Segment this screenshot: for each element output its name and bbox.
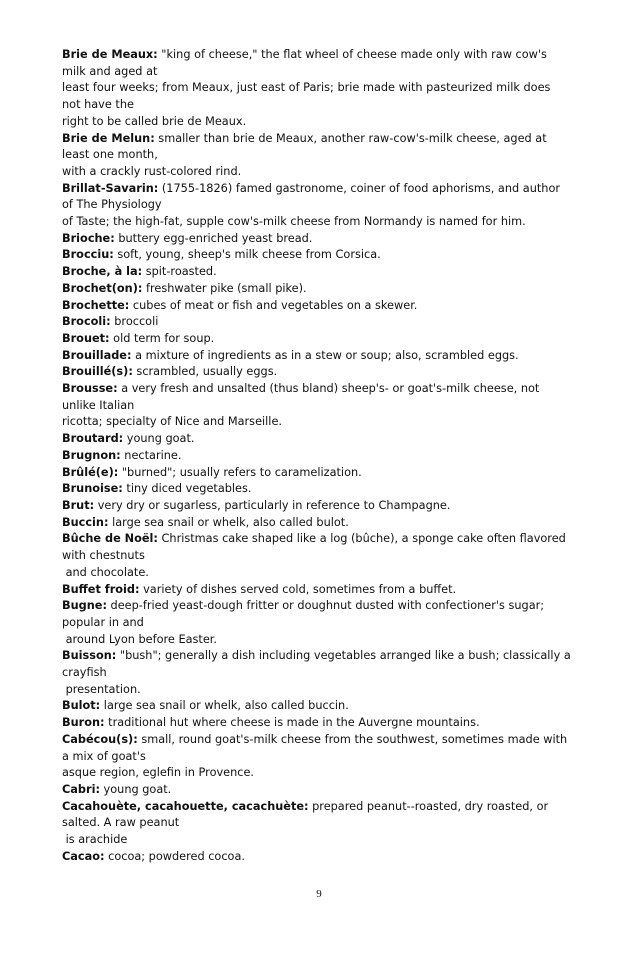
entry-definition: presentation. [62, 682, 141, 696]
glossary-entry [62, 314, 572, 331]
entry-line [62, 381, 572, 414]
entry-term: Brochette: [62, 298, 130, 312]
glossary-entry [62, 598, 572, 648]
glossary-entries [62, 47, 575, 865]
glossary-entry [62, 465, 572, 482]
glossary-entry [62, 782, 572, 799]
entry-definition: a very fresh and unsalted (thus bland) sheep's- or goat's-milk cheese, not unlike Italian [62, 382, 543, 412]
glossary-entry [62, 131, 572, 181]
glossary-entry [62, 799, 572, 849]
entry-term: Brousse: [62, 382, 118, 396]
entry-term: Brocoli: [62, 315, 111, 329]
glossary-entry [62, 715, 572, 732]
entry-term: Brouillade: [62, 348, 132, 362]
entry-term: Brugnon: [62, 448, 121, 462]
glossary-entry [62, 247, 572, 264]
glossary-entry [62, 381, 572, 431]
entry-term: Buisson: [62, 649, 117, 663]
entry-line [62, 515, 572, 532]
entry-definition: nectarine. [120, 448, 182, 462]
entry-term: Broutard: [62, 432, 124, 446]
entry-line [62, 849, 572, 866]
glossary-entry [62, 431, 572, 448]
entry-definition: deep-fried yeast-dough fritter or doughnut dusted with confectioner's sugar; popular in and [62, 599, 548, 629]
entry-term: Buccin: [62, 515, 109, 529]
entry-line [62, 298, 572, 315]
entry-line [62, 348, 572, 365]
entry-line [62, 782, 572, 799]
entry-term: Bûche de Noël: [62, 532, 158, 546]
entry-line [62, 765, 572, 782]
entry-line [62, 181, 572, 214]
glossary-entry [62, 298, 572, 315]
entry-definition: and chocolate. [62, 565, 149, 579]
glossary-entry [62, 281, 572, 298]
entry-definition: "king of cheese," the flat wheel of cheese made only with raw cow's milk and aged at [62, 48, 551, 78]
glossary-entry [62, 849, 572, 866]
entry-term: Brouillé(s): [62, 365, 133, 379]
entry-term: Brioche: [62, 231, 115, 245]
entry-line [62, 715, 572, 732]
entry-line [62, 431, 572, 448]
entry-definition: traditional hut where cheese is made in the Auvergne mountains. [104, 716, 480, 730]
entry-term: Cabécou(s): [62, 732, 138, 746]
entry-definition: of Taste; the high-fat, supple cow's-milk cheese from Normandy is named for him. [62, 215, 526, 229]
glossary-entry [62, 364, 572, 381]
entry-line [62, 247, 572, 264]
entry-definition: scrambled, usually eggs. [132, 365, 278, 379]
glossary-entry [62, 648, 575, 698]
glossary-entry [62, 531, 572, 581]
entry-term: Bugne: [62, 599, 107, 613]
entry-term: Cacahouète, cacahouette, cacachuète: [62, 799, 309, 813]
entry-definition: spit-roasted. [142, 265, 217, 279]
entry-line [62, 281, 572, 298]
entry-definition: prepared peanut--roasted, dry roasted, or salted. A raw peanut [62, 799, 552, 830]
entry-term: Cacao: [62, 849, 105, 863]
page-number: 9 [316, 888, 322, 900]
entry-term: Brûlé(e): [62, 465, 119, 479]
glossary-entry [62, 181, 572, 231]
entry-line [62, 264, 572, 281]
glossary-entry [62, 698, 572, 715]
entry-line [62, 465, 572, 482]
entry-definition: ricotta; specialty of Nice and Marseille. [62, 415, 282, 429]
glossary-entry [62, 515, 572, 532]
entry-line [62, 648, 575, 681]
entry-definition: right to be called brie de Meaux. [62, 114, 247, 128]
entry-definition: "bush"; generally a dish including vegetables arranged like a bush; classically a crayfish [62, 649, 575, 680]
document-page [62, 47, 575, 865]
entry-term: Brocciu: [62, 248, 114, 262]
entry-term: Brunoise: [62, 482, 123, 496]
entry-term: Buron: [62, 716, 105, 730]
entry-definition: smaller than brie de Meaux, another raw-cow's-milk cheese, aged at least one month, [62, 131, 551, 162]
entry-line [62, 231, 572, 248]
entry-definition: large sea snail or whelk, also called buccin. [100, 699, 349, 713]
entry-definition: Christmas cake shaped like a log (bûche), a sponge cake often flavored with chestnuts [62, 532, 570, 563]
entry-definition: a mixture of ingredients as in a stew or soup; also, scrambled eggs. [131, 348, 519, 362]
entry-definition: freshwater pike (small pike). [142, 281, 307, 295]
entry-line [62, 698, 572, 715]
entry-definition: cubes of meat or fish and vegetables on a skewer. [129, 298, 418, 312]
glossary-entry [62, 231, 572, 248]
entry-term: Brie de Meaux: [62, 48, 158, 61]
entry-line [62, 448, 572, 465]
entry-definition: small, round goat's-milk cheese from the southwest, sometimes made with a mix of goat's [62, 732, 571, 763]
entry-term: Brut: [62, 498, 95, 512]
entry-definition: around Lyon before Easter. [62, 632, 217, 646]
entry-term: Cabri: [62, 782, 100, 796]
entry-definition: is arachide [62, 833, 128, 847]
glossary-entry [62, 264, 572, 281]
entry-definition: least four weeks; from Meaux, just east of Paris; brie made with pasteurized milk does not have the [62, 81, 555, 112]
entry-line [62, 565, 572, 582]
entry-line [62, 364, 572, 381]
entry-line [62, 214, 572, 231]
entry-line [62, 80, 572, 113]
entry-definition: asque region, eglefin in Provence. [62, 766, 255, 780]
entry-term: Buffet froid: [62, 582, 140, 596]
entry-term: Brochet(on): [62, 281, 143, 295]
entry-line [62, 414, 572, 431]
glossary-entry [62, 582, 572, 599]
entry-definition: broccoli [110, 315, 159, 329]
glossary-entry [62, 448, 572, 465]
entry-line [62, 582, 572, 599]
entry-line [62, 799, 572, 832]
entry-line [62, 598, 572, 631]
entry-definition: old term for soup. [109, 331, 215, 345]
entry-line [62, 531, 572, 564]
entry-line [62, 47, 572, 80]
entry-line [62, 164, 572, 181]
entry-term: Broche, à la: [62, 265, 143, 279]
entry-line [62, 131, 572, 164]
entry-definition: tiny diced vegetables. [122, 482, 252, 496]
entry-definition: very dry or sugarless, particularly in reference to Champagne. [94, 498, 451, 512]
entry-definition: buttery egg-enriched yeast bread. [114, 231, 313, 245]
entry-line [62, 114, 572, 131]
glossary-entry [62, 331, 572, 348]
entry-term: Bulot: [62, 699, 101, 713]
entry-definition: "burned"; usually refers to caramelization. [118, 465, 362, 479]
entry-line [62, 632, 572, 649]
entry-definition: cocoa; powdered cocoa. [104, 849, 245, 863]
entry-line [62, 314, 572, 331]
glossary-entry [62, 732, 572, 782]
glossary-entry [62, 348, 572, 365]
entry-line [62, 832, 572, 849]
glossary-entry [62, 498, 572, 515]
entry-definition: large sea snail or whelk, also called bulot. [108, 515, 349, 529]
entry-definition: young goat. [99, 782, 172, 796]
entry-definition: variety of dishes served cold, sometimes from a buffet. [139, 582, 457, 596]
entry-definition: young goat. [123, 432, 195, 446]
entry-definition: with a crackly rust-colored rind. [62, 164, 242, 178]
glossary-entry [62, 481, 572, 498]
glossary-entry [62, 47, 572, 131]
entry-line [62, 682, 572, 699]
entry-line [62, 331, 572, 348]
entry-definition: (1755-1826) famed gastronome, coiner of food aphorisms, and author of The Physiology [62, 181, 564, 212]
entry-term: Brie de Melun: [62, 131, 155, 145]
entry-line [62, 732, 572, 765]
entry-line [62, 498, 572, 515]
entry-definition: soft, young, sheep's milk cheese from Corsica. [113, 248, 381, 262]
entry-term: Brouet: [62, 331, 110, 345]
entry-line [62, 481, 572, 498]
entry-term: Brillat-Savarin: [62, 181, 159, 195]
